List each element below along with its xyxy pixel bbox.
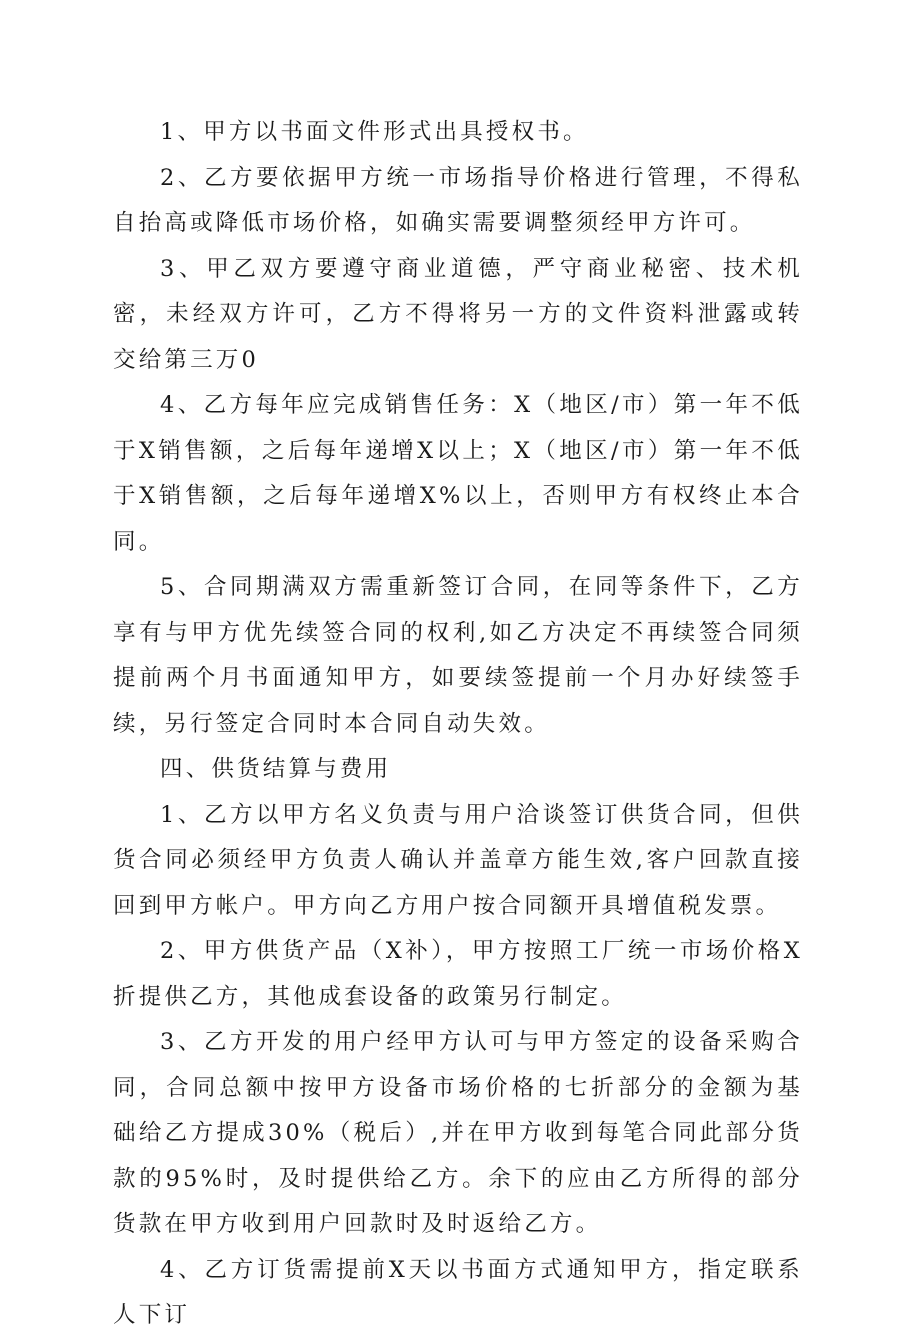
paragraph-confidentiality: 3、甲乙双方要遵守商业道德，严守商业秘密、技术机密，未经双方许可，乙方不得将另一方的文件资料泄露或转交给第三万0 — [113, 255, 803, 373]
section-heading-supply-settlement: 四、供货结算与费用 — [160, 756, 392, 782]
paragraph-ordering: 4、乙方订货需提前X天以书面方式通知甲方，指定联系人下订 — [113, 1256, 803, 1328]
paragraph-supply-contract: 1、乙方以甲方名义负责与用户洽谈签订供货合同，但供货合同必须经甲方负责人确认并盖章方能生效,客户回款直接回到甲方帐户。甲方向乙方用户按合同额开具增值税发票。 — [113, 801, 803, 919]
paragraph-authorization: 1、甲方以书面文件形式出具授权书。 — [160, 119, 589, 145]
paragraph-supply-price: 2、甲方供货产品（X补），甲方按照工厂统一市场价格X折提供乙方，其他成套设备的政策另行制定。 — [113, 938, 803, 1010]
paragraph-commission: 3、乙方开发的用户经甲方认可与甲方签定的设备采购合同，合同总额中按甲方设备市场价格的七折部分的金额为基础给乙方提成30%（税后）,并在甲方收到每笔合同此部分货款的95%时，及时提供给乙方。余下的应由乙方所得的部分货款在甲方收到用户回款时及时返给乙方。 — [113, 1029, 803, 1237]
document-body — [113, 110, 803, 1339]
paragraph-pricing: 2、乙方要依据甲方统一市场指导价格进行管理，不得私自抬高或降低市场价格，如确实需要调整须经甲方许可。 — [113, 164, 803, 236]
paragraph-sales-target: 4、乙方每年应完成销售任务：X（地区/市）第一年不低于X销售额，之后每年递增X以上；X（地区/市）第一年不低于X销售额，之后每年递增X%以上，否则甲方有权终止本合同。 — [113, 392, 803, 555]
paragraph-renewal: 5、合同期满双方需重新签订合同，在同等条件下，乙方享有与甲方优先续签合同的权利,如乙方决定不再续签合同须提前两个月书面通知甲方，如要续签提前一个月办好续签手续，另行签定合同时本合同自动失效。 — [113, 574, 803, 737]
